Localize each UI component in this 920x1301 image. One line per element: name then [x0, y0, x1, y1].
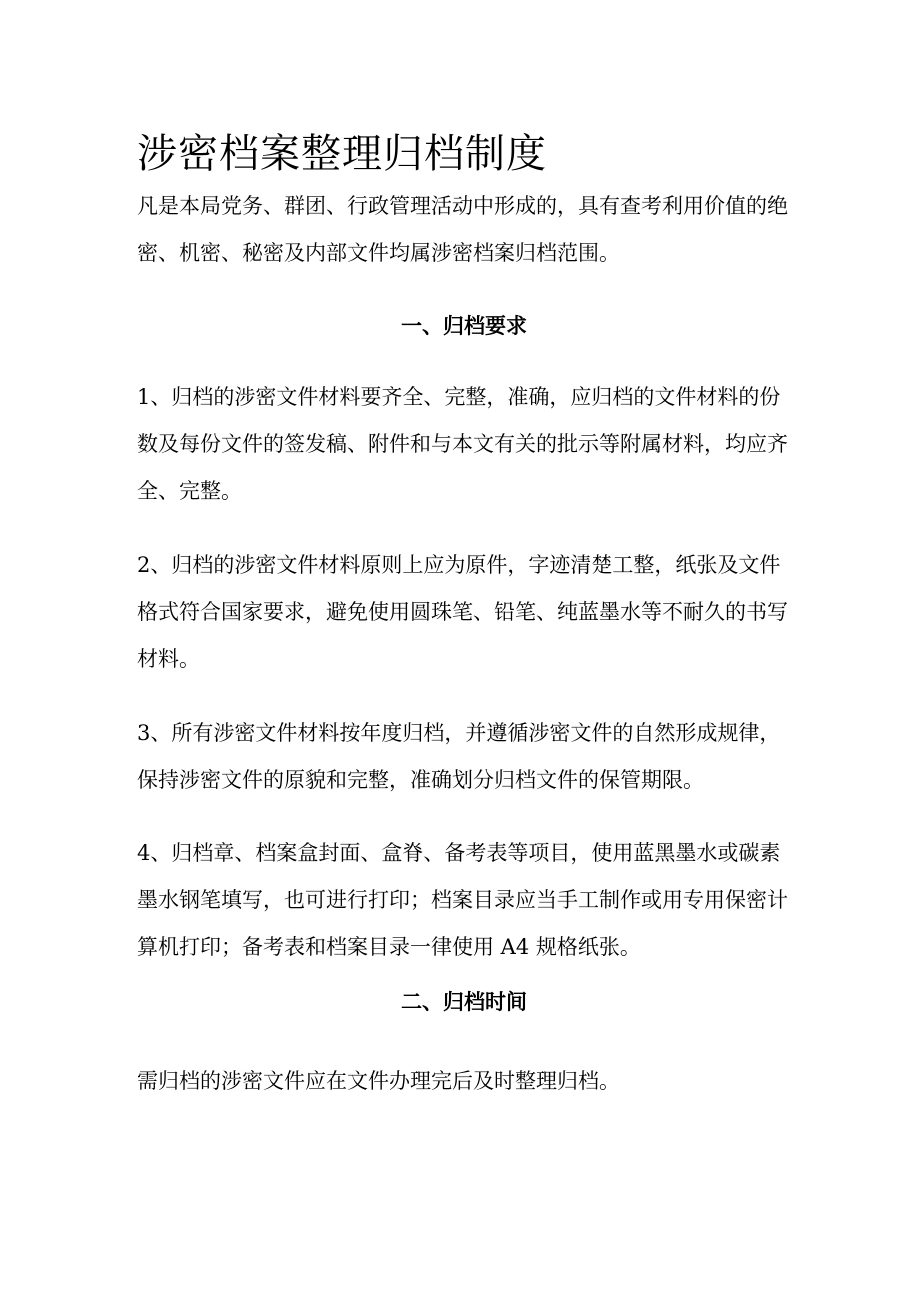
requirement-item-2: 2、归档的涉密文件材料原则上应为原件，字迹清楚工整，纸张及文件格式符合国家要求，避免使用圆珠笔、铅笔、纯蓝墨水等不耐久的书写材料。 [137, 553, 788, 671]
requirement-item-1: 1、归档的涉密文件材料要齐全、完整，准确，应归档的文件材料的份数及每份文件的签发稿、附件和与本文有关的批示等附属材料，均应齐全、完整。 [137, 385, 788, 503]
requirement-item-4: 4、归档章、档案盒封面、盒脊、备考表等项目，使用蓝黑墨水或碳素墨水钢笔填写，也可进行打印；档案目录应当手工制作或用专用保密计算机打印；备考表和档案目录一律使用 A4 规格纸张。 [137, 841, 788, 959]
section-heading-requirements: 一、归档要求 [401, 313, 527, 338]
requirement-item-3: 3、所有涉密文件材料按年度归档，并遵循涉密文件的自然形成规律，保持涉密文件的原貌和完整，准确划分归档文件的保管期限。 [137, 721, 781, 792]
document-title: 涉密档案整理归档制度 [137, 131, 547, 177]
filing-time-paragraph: 需归档的涉密文件应在文件办理完后及时整理归档。 [137, 1069, 620, 1093]
section-heading-filing-time: 二、归档时间 [401, 989, 527, 1014]
intro-paragraph: 凡是本局党务、群团、行政管理活动中形成的，具有查考利用价值的绝密、机密、秘密及内部文件均属涉密档案归档范围。 [137, 194, 788, 265]
